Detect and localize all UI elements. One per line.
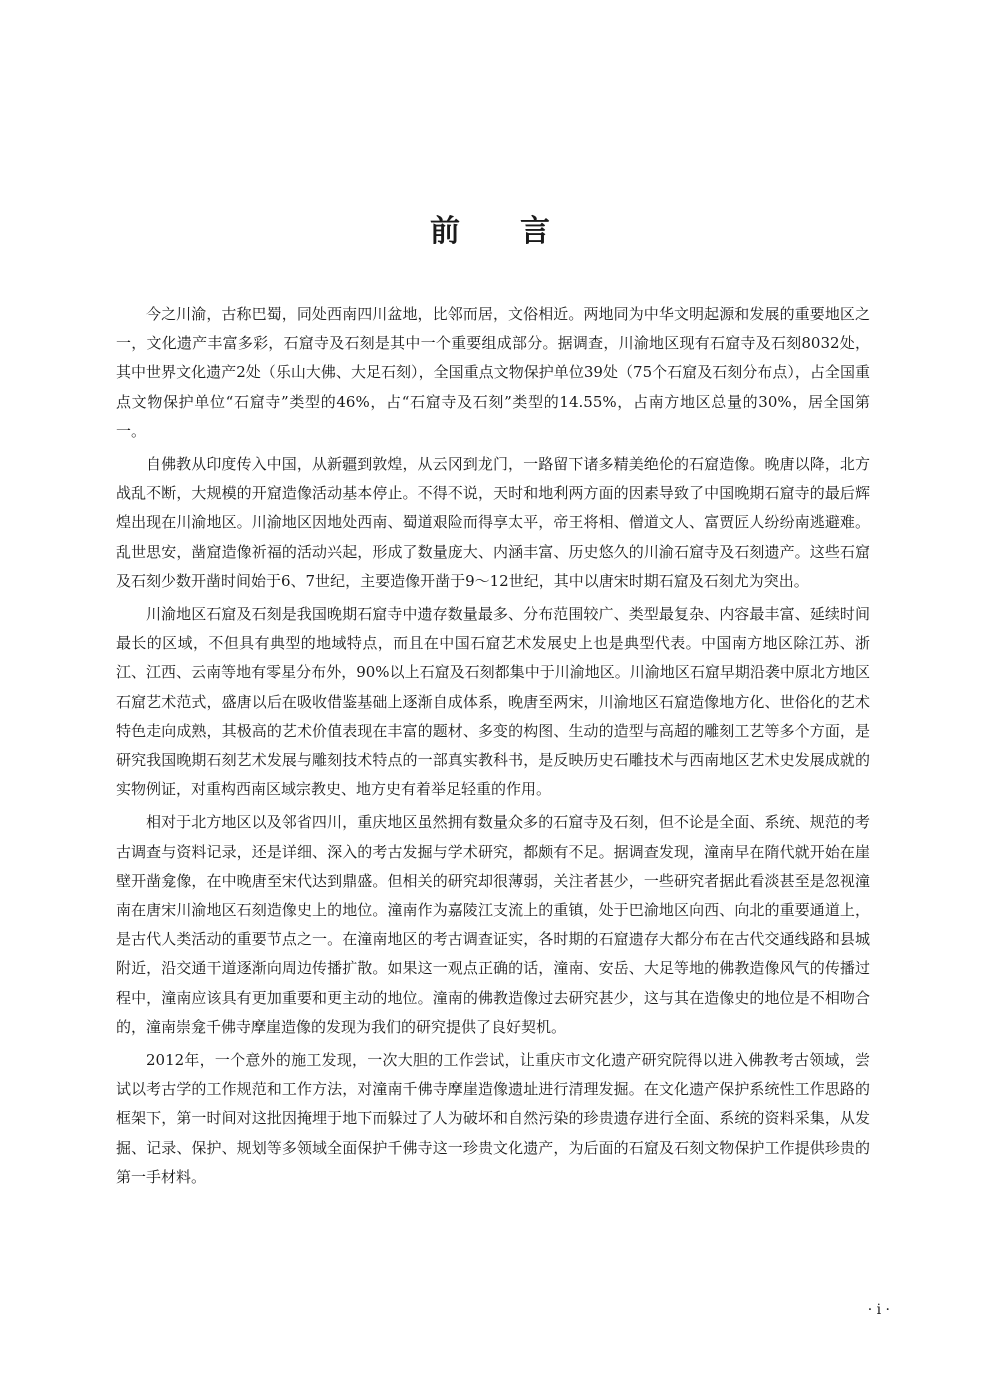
paragraph-3: 川渝地区石窟及石刻是我国晚期石窟寺中遗存数量最多、分布范围较广、类型最复杂、内容最丰富、延续时间最长的区域，不但具有典型的地域特点，而且在中国石窟艺术发展史上也是典型代表。中国南方地区除江苏、浙江、江西、云南等地有零星分布外，90%以上石窟及石刻都集中于川渝地区。川渝地区石窟早期沿袭中原北方地区石窟艺术范式，盛唐以后在吸收借鉴基础上逐渐自成体系，晚唐至两宋，川渝地区石窟造像地方化、世俗化的艺术特色走向成熟，其极高的艺术价值表现在丰富的题材、多变的构图、生动的造型与高超的雕刻工艺等多个方面，是研究我国晚期石刻艺术发展与雕刻技术特点的一部真实教科书，是反映历史石雕技术与西南地区艺术史发展成就的实物例证，对重构西南区域宗教史、地方史有着举足轻重的作用。 [116,605,870,799]
paragraph-5: 2012年，一个意外的施工发现，一次大胆的工作尝试，让重庆市文化遗产研究院得以进入佛教考古领域，尝试以考古学的工作规范和工作方法，对潼南千佛寺摩崖造像遗址进行清理发掘。在文化遗产保护系统性工作思路的框架下，第一时间对这批因掩埋于地下而躲过了人为破坏和自然污染的珍贵遗存进行全面、系统的资料采集，从发掘、记录、保护、规划等多领域全面保护千佛寺这一珍贵文化遗产，为后面的石窟及石刻文物保护工作提供珍贵的第一手材料。 [116,1051,870,1186]
page-number: · i · [867,1302,890,1318]
page-title [0,206,982,250]
preface-body [116,300,870,1196]
title-char-2: 言 [520,214,552,249]
paragraph-4: 相对于北方地区以及邻省四川，重庆地区虽然拥有数量众多的石窟寺及石刻，但不论是全面、系统、规范的考古调查与资料记录，还是详细、深入的考古发掘与学术研究，都颇有不足。据调查发现，潼南早在隋代就开始在崖壁开凿龛像，在中晚唐至宋代达到鼎盛。但相关的研究却很薄弱，关注者甚少，一些研究者据此看淡甚至是忽视潼南在唐宋川渝地区石刻造像史上的地位。潼南作为嘉陵江支流上的重镇，处于巴渝地区向西、向北的重要通道上，是古代人类活动的重要节点之一。在潼南地区的考古调查证实，各时期的石窟遗存大都分布在古代交通线路和县城附近，沿交通干道逐渐向周边传播扩散。如果这一观点正确的话，潼南、安岳、大足等地的佛教造像风气的传播过程中，潼南应该具有更加重要和更主动的地位。潼南的佛教造像过去研究甚少，这与其在造像史的地位是不相吻合的，潼南崇龛千佛寺摩崖造像的发现为我们的研究提供了良好契机。 [116,813,870,1036]
title-char-1: 前 [430,214,462,249]
paragraph-2: 自佛教从印度传入中国，从新疆到敦煌，从云冈到龙门，一路留下诸多精美绝伦的石窟造像。晚唐以降，北方战乱不断，大规模的开窟造像活动基本停止。不得不说，天时和地利两方面的因素导致了中国晚期石窟寺的最后辉煌出现在川渝地区。川渝地区因地处西南、蜀道艰险而得享太平，帝王将相、僧道文人、富贾匠人纷纷南逃避难。乱世思安，凿窟造像祈福的活动兴起，形成了数量庞大、内涵丰富、历史悠久的川渝石窟寺及石刻遗产。这些石窟及石刻少数开凿时间始于6、7世纪，主要造像开凿于9～12世纪，其中以唐宋时期石窟及石刻尤为突出。 [116,455,870,590]
paragraph-1: 今之川渝，古称巴蜀，同处西南四川盆地，比邻而居，文俗相近。两地同为中华文明起源和发展的重要地区之一，文化遗产丰富多彩，石窟寺及石刻是其中一个重要组成部分。据调查，川渝地区现有石窟寺及石刻8032处，其中世界文化遗产2处（乐山大佛、大足石刻），全国重点文物保护单位39处（75个石窟及石刻分布点），占全国重点文物保护单位“石窟寺”类型的46%，占“石窟寺及石刻”类型的14.55%，占南方地区总量的30%，居全国第一。 [116,305,870,440]
